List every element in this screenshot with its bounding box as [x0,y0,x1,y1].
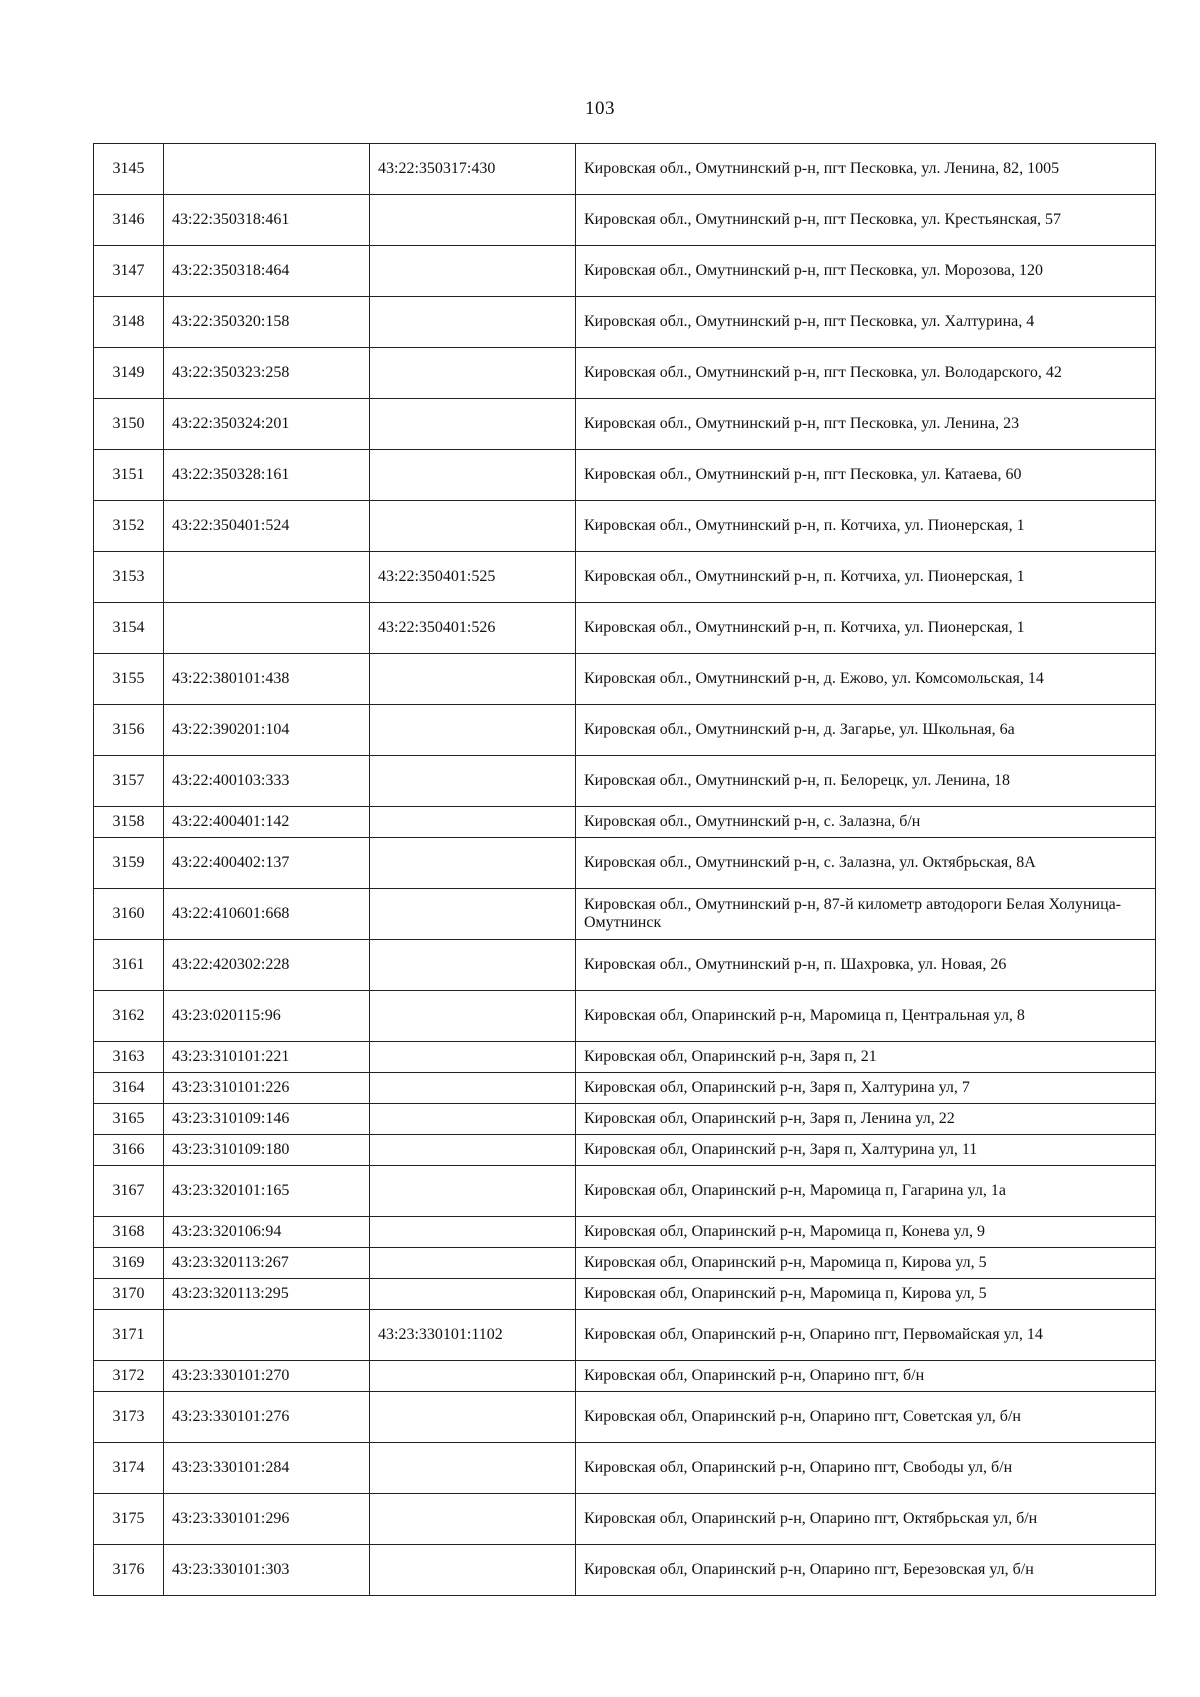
address: Кировская обл, Опаринский р-н, Опарино пгт, б/н [576,1361,1156,1392]
row-number: 3150 [94,399,164,450]
table-row [94,1166,1156,1217]
cadastral-number: 43:23:330101:276 [164,1392,370,1443]
row-number: 3159 [94,838,164,889]
address: Кировская обл., Омутнинский р-н, п. Шахровка, ул. Новая, 26 [576,940,1156,991]
address: Кировская обл, Опаринский р-н, Маромица п, Конева ул, 9 [576,1217,1156,1248]
table-row [94,1073,1156,1104]
address: Кировская обл., Омутнинский р-н, п. Котчиха, ул. Пионерская, 1 [576,501,1156,552]
row-number: 3170 [94,1279,164,1310]
table-row [94,297,1156,348]
address: Кировская обл, Опаринский р-н, Опарино пгт, Октябрьская ул, б/н [576,1494,1156,1545]
cadastral-number-alt [370,1494,576,1545]
cadastral-number-alt: 43:22:350317:430 [370,144,576,195]
cadastral-number: 43:23:310109:180 [164,1135,370,1166]
address: Кировская обл., Омутнинский р-н, п. Котчиха, ул. Пионерская, 1 [576,552,1156,603]
table-row [94,552,1156,603]
cadastral-number-alt [370,399,576,450]
cadastral-number: 43:22:390201:104 [164,705,370,756]
row-number: 3149 [94,348,164,399]
address: Кировская обл., Омутнинский р-н, с. Залазна, ул. Октябрьская, 8А [576,838,1156,889]
cadastral-number-alt [370,348,576,399]
row-number: 3173 [94,1392,164,1443]
cadastral-number: 43:23:310101:221 [164,1042,370,1073]
address: Кировская обл, Опаринский р-н, Заря п, Халтурина ул, 7 [576,1073,1156,1104]
cadastral-number: 43:22:410601:668 [164,889,370,940]
address: Кировская обл., Омутнинский р-н, 87-й километр автодороги Белая Холуница-Омутнинск [576,889,1156,940]
cadastral-number-alt [370,1443,576,1494]
cadastral-number-alt [370,889,576,940]
table-row [94,1443,1156,1494]
cadastral-number: 43:23:330101:303 [164,1545,370,1596]
table-row [94,1104,1156,1135]
row-number: 3145 [94,144,164,195]
table-row [94,838,1156,889]
table-row [94,450,1156,501]
cadastral-number-alt [370,246,576,297]
cadastral-number: 43:22:350320:158 [164,297,370,348]
address: Кировская обл., Омутнинский р-н, д. Ежово, ул. Комсомольская, 14 [576,654,1156,705]
table-row [94,1248,1156,1279]
cadastral-number-alt [370,705,576,756]
row-number: 3172 [94,1361,164,1392]
cadastral-number-alt: 43:23:330101:1102 [370,1310,576,1361]
row-number: 3165 [94,1104,164,1135]
address: Кировская обл., Омутнинский р-н, с. Залазна, б/н [576,807,1156,838]
table-row [94,1135,1156,1166]
address: Кировская обл., Омутнинский р-н, пгт Песковка, ул. Катаева, 60 [576,450,1156,501]
cadastral-number: 43:22:350324:201 [164,399,370,450]
table-row [94,1494,1156,1545]
row-number: 3153 [94,552,164,603]
row-number: 3157 [94,756,164,807]
address: Кировская обл, Опаринский р-н, Опарино пгт, Березовская ул, б/н [576,1545,1156,1596]
address: Кировская обл, Опаринский р-н, Маромица п, Гагарина ул, 1а [576,1166,1156,1217]
cadastral-number: 43:22:350323:258 [164,348,370,399]
row-number: 3166 [94,1135,164,1166]
cadastral-number-alt [370,501,576,552]
cadastral-number-alt [370,1166,576,1217]
address: Кировская обл, Опаринский р-н, Заря п, Ленина ул, 22 [576,1104,1156,1135]
cadastral-number-alt [370,1248,576,1279]
cadastral-number-alt [370,1042,576,1073]
row-number: 3151 [94,450,164,501]
row-number: 3174 [94,1443,164,1494]
table-row [94,195,1156,246]
cadastral-number-alt [370,940,576,991]
table-row [94,1392,1156,1443]
cadastral-number: 43:22:400401:142 [164,807,370,838]
address: Кировская обл, Опаринский р-н, Маромица п, Центральная ул, 8 [576,991,1156,1042]
cadastral-number-alt [370,1545,576,1596]
cadastral-number: 43:23:330101:284 [164,1443,370,1494]
row-number: 3156 [94,705,164,756]
table-row [94,501,1156,552]
address: Кировская обл, Опаринский р-н, Опарино пгт, Советская ул, б/н [576,1392,1156,1443]
row-number: 3176 [94,1545,164,1596]
cadastral-number-alt [370,1392,576,1443]
cadastral-number [164,552,370,603]
address: Кировская обл., Омутнинский р-н, п. Белорецк, ул. Ленина, 18 [576,756,1156,807]
row-number: 3160 [94,889,164,940]
cadastral-number: 43:23:320101:165 [164,1166,370,1217]
cadastral-number-alt [370,450,576,501]
row-number: 3162 [94,991,164,1042]
address: Кировская обл, Опаринский р-н, Маромица п, Кирова ул, 5 [576,1279,1156,1310]
cadastral-number: 43:22:350328:161 [164,450,370,501]
address: Кировская обл., Омутнинский р-н, пгт Песковка, ул. Володарского, 42 [576,348,1156,399]
cadastral-number-alt [370,1135,576,1166]
row-number: 3167 [94,1166,164,1217]
cadastral-number: 43:23:320113:295 [164,1279,370,1310]
cadastral-number: 43:22:380101:438 [164,654,370,705]
cadastral-number: 43:23:310101:226 [164,1073,370,1104]
row-number: 3154 [94,603,164,654]
cadastral-number: 43:23:320106:94 [164,1217,370,1248]
cadastral-number-alt [370,195,576,246]
cadastral-number-alt [370,807,576,838]
row-number: 3161 [94,940,164,991]
cadastral-number: 43:22:400103:333 [164,756,370,807]
table-row [94,940,1156,991]
address: Кировская обл., Омутнинский р-н, пгт Песковка, ул. Крестьянская, 57 [576,195,1156,246]
address: Кировская обл, Опаринский р-н, Опарино пгт, Свободы ул, б/н [576,1443,1156,1494]
cadastral-number [164,144,370,195]
table-row [94,991,1156,1042]
row-number: 3146 [94,195,164,246]
address: Кировская обл, Опаринский р-н, Заря п, Халтурина ул, 11 [576,1135,1156,1166]
cadastral-number-alt [370,991,576,1042]
registry-table [93,143,1156,1596]
row-number: 3147 [94,246,164,297]
cadastral-number-alt [370,756,576,807]
row-number: 3169 [94,1248,164,1279]
cadastral-number-alt [370,654,576,705]
table-row [94,399,1156,450]
cadastral-number-alt: 43:22:350401:525 [370,552,576,603]
table-row [94,654,1156,705]
table-row [94,348,1156,399]
cadastral-number-alt [370,1104,576,1135]
row-number: 3175 [94,1494,164,1545]
page-number: 103 [585,98,615,119]
row-number: 3163 [94,1042,164,1073]
table-row [94,1545,1156,1596]
cadastral-number-alt: 43:22:350401:526 [370,603,576,654]
cadastral-number-alt [370,1073,576,1104]
row-number: 3158 [94,807,164,838]
table-row [94,756,1156,807]
address: Кировская обл, Опаринский р-н, Заря п, 21 [576,1042,1156,1073]
cadastral-number: 43:23:320113:267 [164,1248,370,1279]
table-row [94,807,1156,838]
address: Кировская обл., Омутнинский р-н, пгт Песковка, ул. Халтурина, 4 [576,297,1156,348]
cadastral-number: 43:23:310109:146 [164,1104,370,1135]
table-row [94,246,1156,297]
table-row [94,889,1156,940]
row-number: 3155 [94,654,164,705]
address: Кировская обл., Омутнинский р-н, пгт Песковка, ул. Морозова, 120 [576,246,1156,297]
row-number: 3164 [94,1073,164,1104]
table-row [94,1310,1156,1361]
table-row [94,1361,1156,1392]
address: Кировская обл., Омутнинский р-н, пгт Песковка, ул. Ленина, 23 [576,399,1156,450]
row-number: 3152 [94,501,164,552]
row-number: 3148 [94,297,164,348]
cadastral-number-alt [370,838,576,889]
cadastral-number: 43:22:400402:137 [164,838,370,889]
cadastral-number: 43:23:020115:96 [164,991,370,1042]
address: Кировская обл., Омутнинский р-н, пгт Песковка, ул. Ленина, 82, 1005 [576,144,1156,195]
cadastral-number-alt [370,1279,576,1310]
address: Кировская обл, Опаринский р-н, Опарино пгт, Первомайская ул, 14 [576,1310,1156,1361]
table-row [94,1042,1156,1073]
cadastral-number: 43:22:350318:464 [164,246,370,297]
cadastral-number [164,603,370,654]
row-number: 3168 [94,1217,164,1248]
cadastral-number-alt [370,1361,576,1392]
table-row [94,705,1156,756]
table-row [94,603,1156,654]
address: Кировская обл, Опаринский р-н, Маромица п, Кирова ул, 5 [576,1248,1156,1279]
cadastral-number [164,1310,370,1361]
cadastral-number-alt [370,1217,576,1248]
table-row [94,144,1156,195]
address: Кировская обл., Омутнинский р-н, д. Загарье, ул. Школьная, 6а [576,705,1156,756]
cadastral-number: 43:22:420302:228 [164,940,370,991]
row-number: 3171 [94,1310,164,1361]
cadastral-number: 43:23:330101:270 [164,1361,370,1392]
table-row [94,1279,1156,1310]
cadastral-number: 43:22:350318:461 [164,195,370,246]
cadastral-number-alt [370,297,576,348]
address: Кировская обл., Омутнинский р-н, п. Котчиха, ул. Пионерская, 1 [576,603,1156,654]
cadastral-number: 43:22:350401:524 [164,501,370,552]
table-row [94,1217,1156,1248]
cadastral-number: 43:23:330101:296 [164,1494,370,1545]
